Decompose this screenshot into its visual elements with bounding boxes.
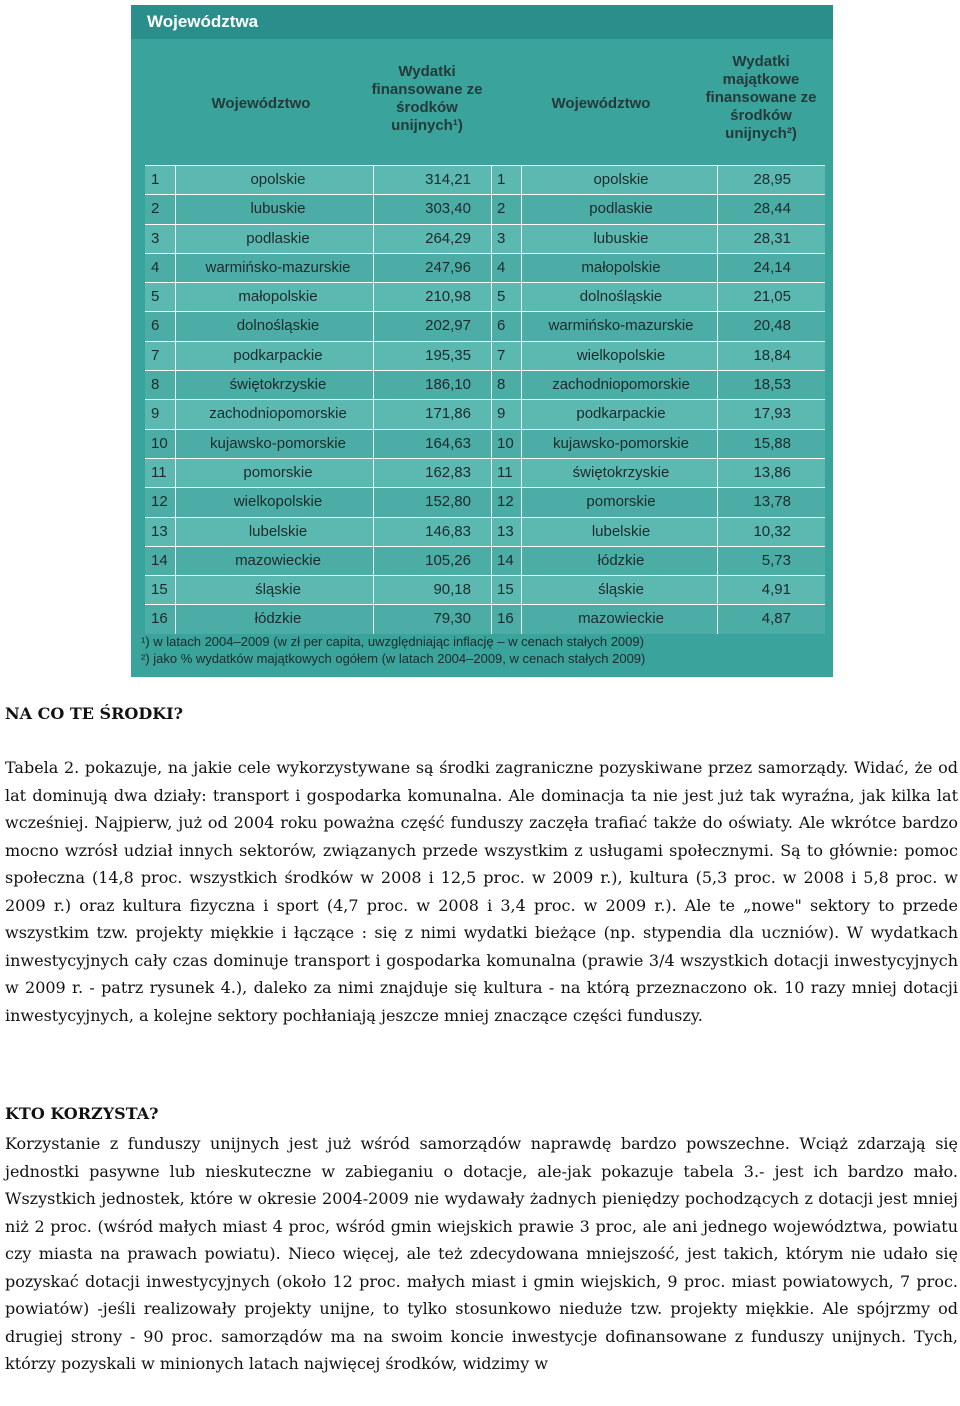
table-cell-n1: podlaskie — [246, 229, 310, 247]
table-cell-r2: 2 — [497, 200, 506, 218]
table-cell-n1: lubelskie — [248, 522, 308, 540]
table-cell-n2: opolskie — [593, 171, 649, 188]
table-cell-r1: 7 — [151, 346, 160, 364]
table-cell-n1: pomorskie — [243, 463, 313, 481]
section-body-kto-korzysta: Korzystanie z funduszy unijnych jest już wśród samorządów naprawdę bardzo powszechne. Wciąż zdarzają się jednostki pasywne lub nieskuteczne w zabieganiu o dotacje, ale-jak pokazuje tabela 3.- jest ich bardzo mało. Wszystkich jednostek, które w okresie 2004-2009 nie wydawały żadnych pieniędzy pochodzących z dotacji jest mniej niż 2 proc. (wśród małych miast 4 proc, wśród gmin wiejskich prawie 3 proc, ale ani jednego województwa, powiatu czy miasta na prawach powiatu). Nieco więcej, ale też zdecydowana mniejszość, jest takich, którym nie udało się pozyskać dotacji inwestycyjnych (około 12 proc. małych miast i gmin wiejskich, 9 proc. miast powiatowych, 7 proc. powiatów) -jeśli realizowały projekty unijne, to tylko stosunkowo nieduże tzw. projekty miękkie. Ale spójrzmy od drugiej strony - 90 proc. samorządów ma na swoim koncie inwestycje dofinansowane z funduszy unijnych. Tych, którzy pozyskali w minionych latach najwięcej środków, widzimy w — [5, 1134, 958, 1373]
footnote-2: ²) jako % wydatków majątkowych ogółem (w latach 2004–2009, w cenach stałych 2009) — [141, 651, 646, 666]
table-cell-r1: 15 — [151, 581, 168, 599]
header-voivodeship-right: Województwo — [551, 95, 651, 112]
column-divider — [175, 547, 176, 575]
column-divider — [717, 400, 718, 428]
column-divider — [175, 166, 176, 194]
table-cell-n2: łódzkie — [597, 551, 645, 569]
table-cell-n2: pomorskie — [586, 493, 656, 511]
table-cell-r1: 10 — [151, 434, 168, 452]
table-cell-n2: dolnośląskie — [579, 288, 663, 306]
table-row — [145, 341, 825, 370]
table-cell-v2: 17,93 — [753, 405, 791, 423]
column-divider — [491, 225, 492, 253]
table-row — [145, 194, 825, 223]
column-divider — [521, 576, 522, 604]
table-cell-r2: 10 — [497, 434, 514, 452]
table-cell-n2: zachodniopomorskie — [552, 376, 690, 394]
section-body-na-co: Tabela 2. pokazuje, na jakie cele wykorzystywane są środki zagraniczne pozyskiwane przez samorządy. Widać, że od lat dominują dwa działy: transport i gospodarka komunalna. Ale dominacja ta nie jest już tak wyraźna, jak kilka lat wcześniej. Najpierw, już od 2004 roku poważna część funduszy zaczęła trafiać także do oświaty. Ale wkrótce bardzo mocno wzrósł udział innych sektorów, związanych przede wszystkim z usługami społecznymi. Są to głównie: pomoc społeczna (14,8 proc. wszystkich środków w 2008 i 12,5 proc. w 2009 r.), kultura (5,3 proc. w 2008 i 5,8 proc. w 2009 r.) oraz kultura fizyczna i sport (4,7 proc. w 2008 i 3,4 proc. w 2009 r.). Ale te „nowe" sektory to przede wszystkim tzw. projekty miękkie i łączące : się z nimi wydatki bieżące (np. stypendia dla uczniów). W wydatkach inwestycyjnych cały czas dominuje transport i gospodarka komunalna (prawie 3/4 wszystkich dotacji inwestycyjnych w 2009 r. - patrz rysunek 4.), daleko za nimi znajduje się kultura - na którą przeznaczono ok. 10 razy mniej dotacji inwestycyjnych, a kolejne sektory pochłaniają jeszcze mniej znaczące części funduszy. — [5, 758, 958, 1025]
table-cell-r2: 15 — [497, 581, 514, 599]
table-cell-r1: 13 — [151, 522, 168, 540]
table-cell-v2: 21,05 — [753, 288, 791, 306]
section-heading-kto-korzysta: KTO KORZYSTA? — [5, 1104, 159, 1123]
column-divider — [717, 488, 718, 516]
table-row — [145, 604, 825, 633]
table-cell-v1: 164,63 — [425, 434, 471, 452]
column-divider — [717, 547, 718, 575]
table-cell-r2: 9 — [497, 405, 506, 423]
table-footnotes — [141, 633, 831, 667]
table-cell-n2: mazowieckie — [578, 610, 664, 628]
column-divider — [373, 430, 374, 458]
table-cell-v1: 314,21 — [425, 171, 471, 188]
table-body — [145, 165, 825, 634]
table-cell-n1: lubuskie — [250, 200, 306, 218]
header-eu-spending: Wydatki finansowane ze środków unijnych¹) — [371, 63, 483, 134]
column-divider — [175, 459, 176, 487]
table-cell-n1: małopolskie — [238, 288, 318, 306]
table-cell-r2: 1 — [497, 171, 506, 188]
table-row — [145, 546, 825, 575]
table-cell-v2: 10,32 — [753, 522, 791, 540]
table-cell-r2: 16 — [497, 610, 514, 628]
column-divider — [491, 459, 492, 487]
column-divider — [491, 371, 492, 399]
table-row — [145, 282, 825, 311]
table-cell-n1: łódzkie — [254, 610, 302, 628]
column-divider — [521, 547, 522, 575]
table-cell-v1: 210,98 — [425, 288, 471, 306]
column-divider — [373, 459, 374, 487]
column-divider — [491, 576, 492, 604]
column-divider — [175, 518, 176, 546]
column-divider — [373, 488, 374, 516]
table-cell-r1: 5 — [151, 288, 160, 306]
table-row — [145, 224, 825, 253]
column-divider — [491, 283, 492, 311]
table-cell-v1: 90,18 — [433, 581, 471, 599]
table-cell-r1: 9 — [151, 405, 160, 423]
table-cell-v2: 4,91 — [761, 581, 791, 599]
column-divider — [521, 371, 522, 399]
table-cell-n2: lubuskie — [593, 229, 649, 247]
table-cell-n1: dolnośląskie — [236, 317, 320, 335]
table-cell-n1: opolskie — [250, 171, 306, 188]
table-cell-v1: 146,83 — [425, 522, 471, 540]
column-divider — [717, 342, 718, 370]
table-cell-v1: 152,80 — [425, 493, 471, 511]
table-cell-n2: śląskie — [598, 581, 644, 599]
table-cell-n1: warmińsko-mazurskie — [205, 258, 351, 276]
table-cell-r2: 5 — [497, 288, 506, 306]
column-divider — [521, 518, 522, 546]
table-cell-n2: lubelskie — [591, 522, 651, 540]
column-divider — [521, 225, 522, 253]
table-cell-v2: 24,14 — [753, 258, 791, 276]
column-divider — [717, 312, 718, 340]
table-cell-r1: 12 — [151, 493, 168, 511]
table-cell-n2: warmińsko-mazurskie — [548, 317, 694, 335]
table-row — [145, 575, 825, 604]
column-divider — [373, 576, 374, 604]
table-cell-r2: 3 — [497, 229, 506, 247]
column-divider — [175, 488, 176, 516]
column-divider — [491, 605, 492, 633]
column-divider — [175, 576, 176, 604]
column-divider — [373, 547, 374, 575]
table-cell-v2: 13,86 — [753, 463, 791, 481]
column-divider — [175, 195, 176, 223]
column-divider — [491, 400, 492, 428]
column-divider — [175, 400, 176, 428]
column-divider — [175, 312, 176, 340]
table-cell-r1: 4 — [151, 258, 160, 276]
table-cell-n2: małopolskie — [581, 258, 661, 276]
table-row — [145, 311, 825, 340]
table-cell-v1: 105,26 — [425, 551, 471, 569]
table-cell-n2: kujawsko-pomorskie — [553, 434, 689, 452]
table-cell-n1: wielkopolskie — [233, 493, 323, 511]
table-cell-r2: 6 — [497, 317, 506, 335]
table-cell-n1: zachodniopomorskie — [209, 405, 347, 423]
column-divider — [717, 518, 718, 546]
table-cell-r2: 7 — [497, 346, 506, 364]
table-row — [145, 458, 825, 487]
table-cell-r2: 12 — [497, 493, 514, 511]
footnote-1: ¹) w latach 2004–2009 (w zł per capita, uwzględniając inflację – w cenach stałych 2009) — [141, 634, 644, 649]
column-divider — [521, 166, 522, 194]
column-divider — [717, 371, 718, 399]
table-cell-v2: 28,95 — [753, 171, 791, 188]
column-divider — [373, 400, 374, 428]
column-divider — [373, 254, 374, 282]
column-divider — [373, 518, 374, 546]
table-cell-n2: podlaskie — [589, 200, 653, 218]
table-cell-r1: 8 — [151, 376, 160, 394]
table-cell-n1: podkarpackie — [233, 346, 323, 364]
table-cell-r2: 8 — [497, 376, 506, 394]
column-divider — [491, 342, 492, 370]
table-cell-v1: 264,29 — [425, 229, 471, 247]
column-divider — [175, 254, 176, 282]
table-cell-v2: 13,78 — [753, 493, 791, 511]
column-divider — [521, 430, 522, 458]
table-cell-v2: 15,88 — [753, 434, 791, 452]
table-title: Województwa — [131, 5, 833, 39]
table-cell-n1: mazowieckie — [235, 551, 321, 569]
table-cell-v1: 247,96 — [425, 258, 471, 276]
column-divider — [491, 518, 492, 546]
column-divider — [521, 254, 522, 282]
column-divider — [717, 605, 718, 633]
table-cell-v2: 28,31 — [753, 229, 791, 247]
table-cell-r2: 11 — [497, 463, 513, 481]
column-divider — [491, 254, 492, 282]
column-divider — [175, 342, 176, 370]
table-cell-r2: 4 — [497, 258, 506, 276]
column-divider — [373, 166, 374, 194]
column-divider — [491, 195, 492, 223]
voivodeship-table-figure — [131, 5, 833, 677]
column-divider — [373, 342, 374, 370]
table-cell-r1: 6 — [151, 317, 160, 335]
column-divider — [717, 283, 718, 311]
table-cell-v1: 162,83 — [425, 463, 471, 481]
column-divider — [521, 283, 522, 311]
column-divider — [373, 225, 374, 253]
column-divider — [717, 430, 718, 458]
table-row — [145, 517, 825, 546]
table-cell-r1: 2 — [151, 200, 160, 218]
table-cell-r2: 13 — [497, 522, 514, 540]
column-divider — [175, 605, 176, 633]
column-divider — [521, 488, 522, 516]
column-divider — [521, 195, 522, 223]
column-divider — [175, 225, 176, 253]
table-cell-v2: 28,44 — [753, 200, 791, 218]
table-row — [145, 399, 825, 428]
column-divider — [491, 312, 492, 340]
table-cell-v2: 20,48 — [753, 317, 791, 335]
column-divider — [491, 488, 492, 516]
column-divider — [521, 459, 522, 487]
table-cell-r1: 11 — [151, 463, 167, 481]
column-divider — [521, 400, 522, 428]
column-divider — [717, 225, 718, 253]
column-divider — [717, 459, 718, 487]
table-cell-n2: podkarpackie — [576, 405, 666, 423]
column-divider — [373, 283, 374, 311]
table-cell-v2: 18,53 — [753, 376, 791, 394]
table-cell-r1: 16 — [151, 610, 168, 628]
column-divider — [521, 342, 522, 370]
column-divider — [521, 312, 522, 340]
table-cell-n1: kujawsko-pomorskie — [210, 434, 346, 452]
table-cell-n1: świętokrzyskie — [229, 376, 327, 394]
table-cell-v1: 195,35 — [425, 346, 471, 364]
section-heading-na-co: NA CO TE ŚRODKI? — [5, 704, 183, 723]
column-divider — [717, 195, 718, 223]
header-eu-investment-spending: Wydatki majątkowe finansowane ze środków unijnych²) — [705, 53, 817, 142]
table-cell-r1: 14 — [151, 551, 168, 569]
table-row — [145, 253, 825, 282]
table-row — [145, 429, 825, 458]
column-divider — [521, 605, 522, 633]
column-divider — [491, 430, 492, 458]
column-divider — [491, 166, 492, 194]
column-divider — [717, 254, 718, 282]
table-cell-n2: świętokrzyskie — [572, 463, 670, 481]
column-divider — [175, 283, 176, 311]
header-voivodeship-left: Województwo — [211, 95, 311, 112]
table-cell-v1: 303,40 — [425, 200, 471, 218]
column-divider — [373, 605, 374, 633]
table-cell-r2: 14 — [497, 551, 514, 569]
column-divider — [373, 195, 374, 223]
table-row — [145, 370, 825, 399]
table-cell-r1: 1 — [151, 171, 160, 188]
column-divider — [373, 371, 374, 399]
table-cell-n1: śląskie — [255, 581, 301, 599]
column-divider — [717, 576, 718, 604]
table-row — [145, 165, 825, 194]
column-divider — [175, 371, 176, 399]
column-divider — [175, 430, 176, 458]
table-cell-v1: 79,30 — [433, 610, 471, 628]
table-cell-v1: 171,86 — [425, 405, 471, 423]
table-cell-v1: 186,10 — [425, 376, 471, 394]
table-cell-v2: 4,87 — [761, 610, 791, 628]
column-divider — [491, 547, 492, 575]
table-cell-r1: 3 — [151, 229, 160, 247]
column-divider — [373, 312, 374, 340]
table-cell-v1: 202,97 — [425, 317, 471, 335]
table-row — [145, 487, 825, 516]
table-cell-n2: wielkopolskie — [576, 346, 666, 364]
column-divider — [717, 166, 718, 194]
table-cell-v2: 5,73 — [761, 551, 791, 569]
table-cell-v2: 18,84 — [753, 346, 791, 364]
